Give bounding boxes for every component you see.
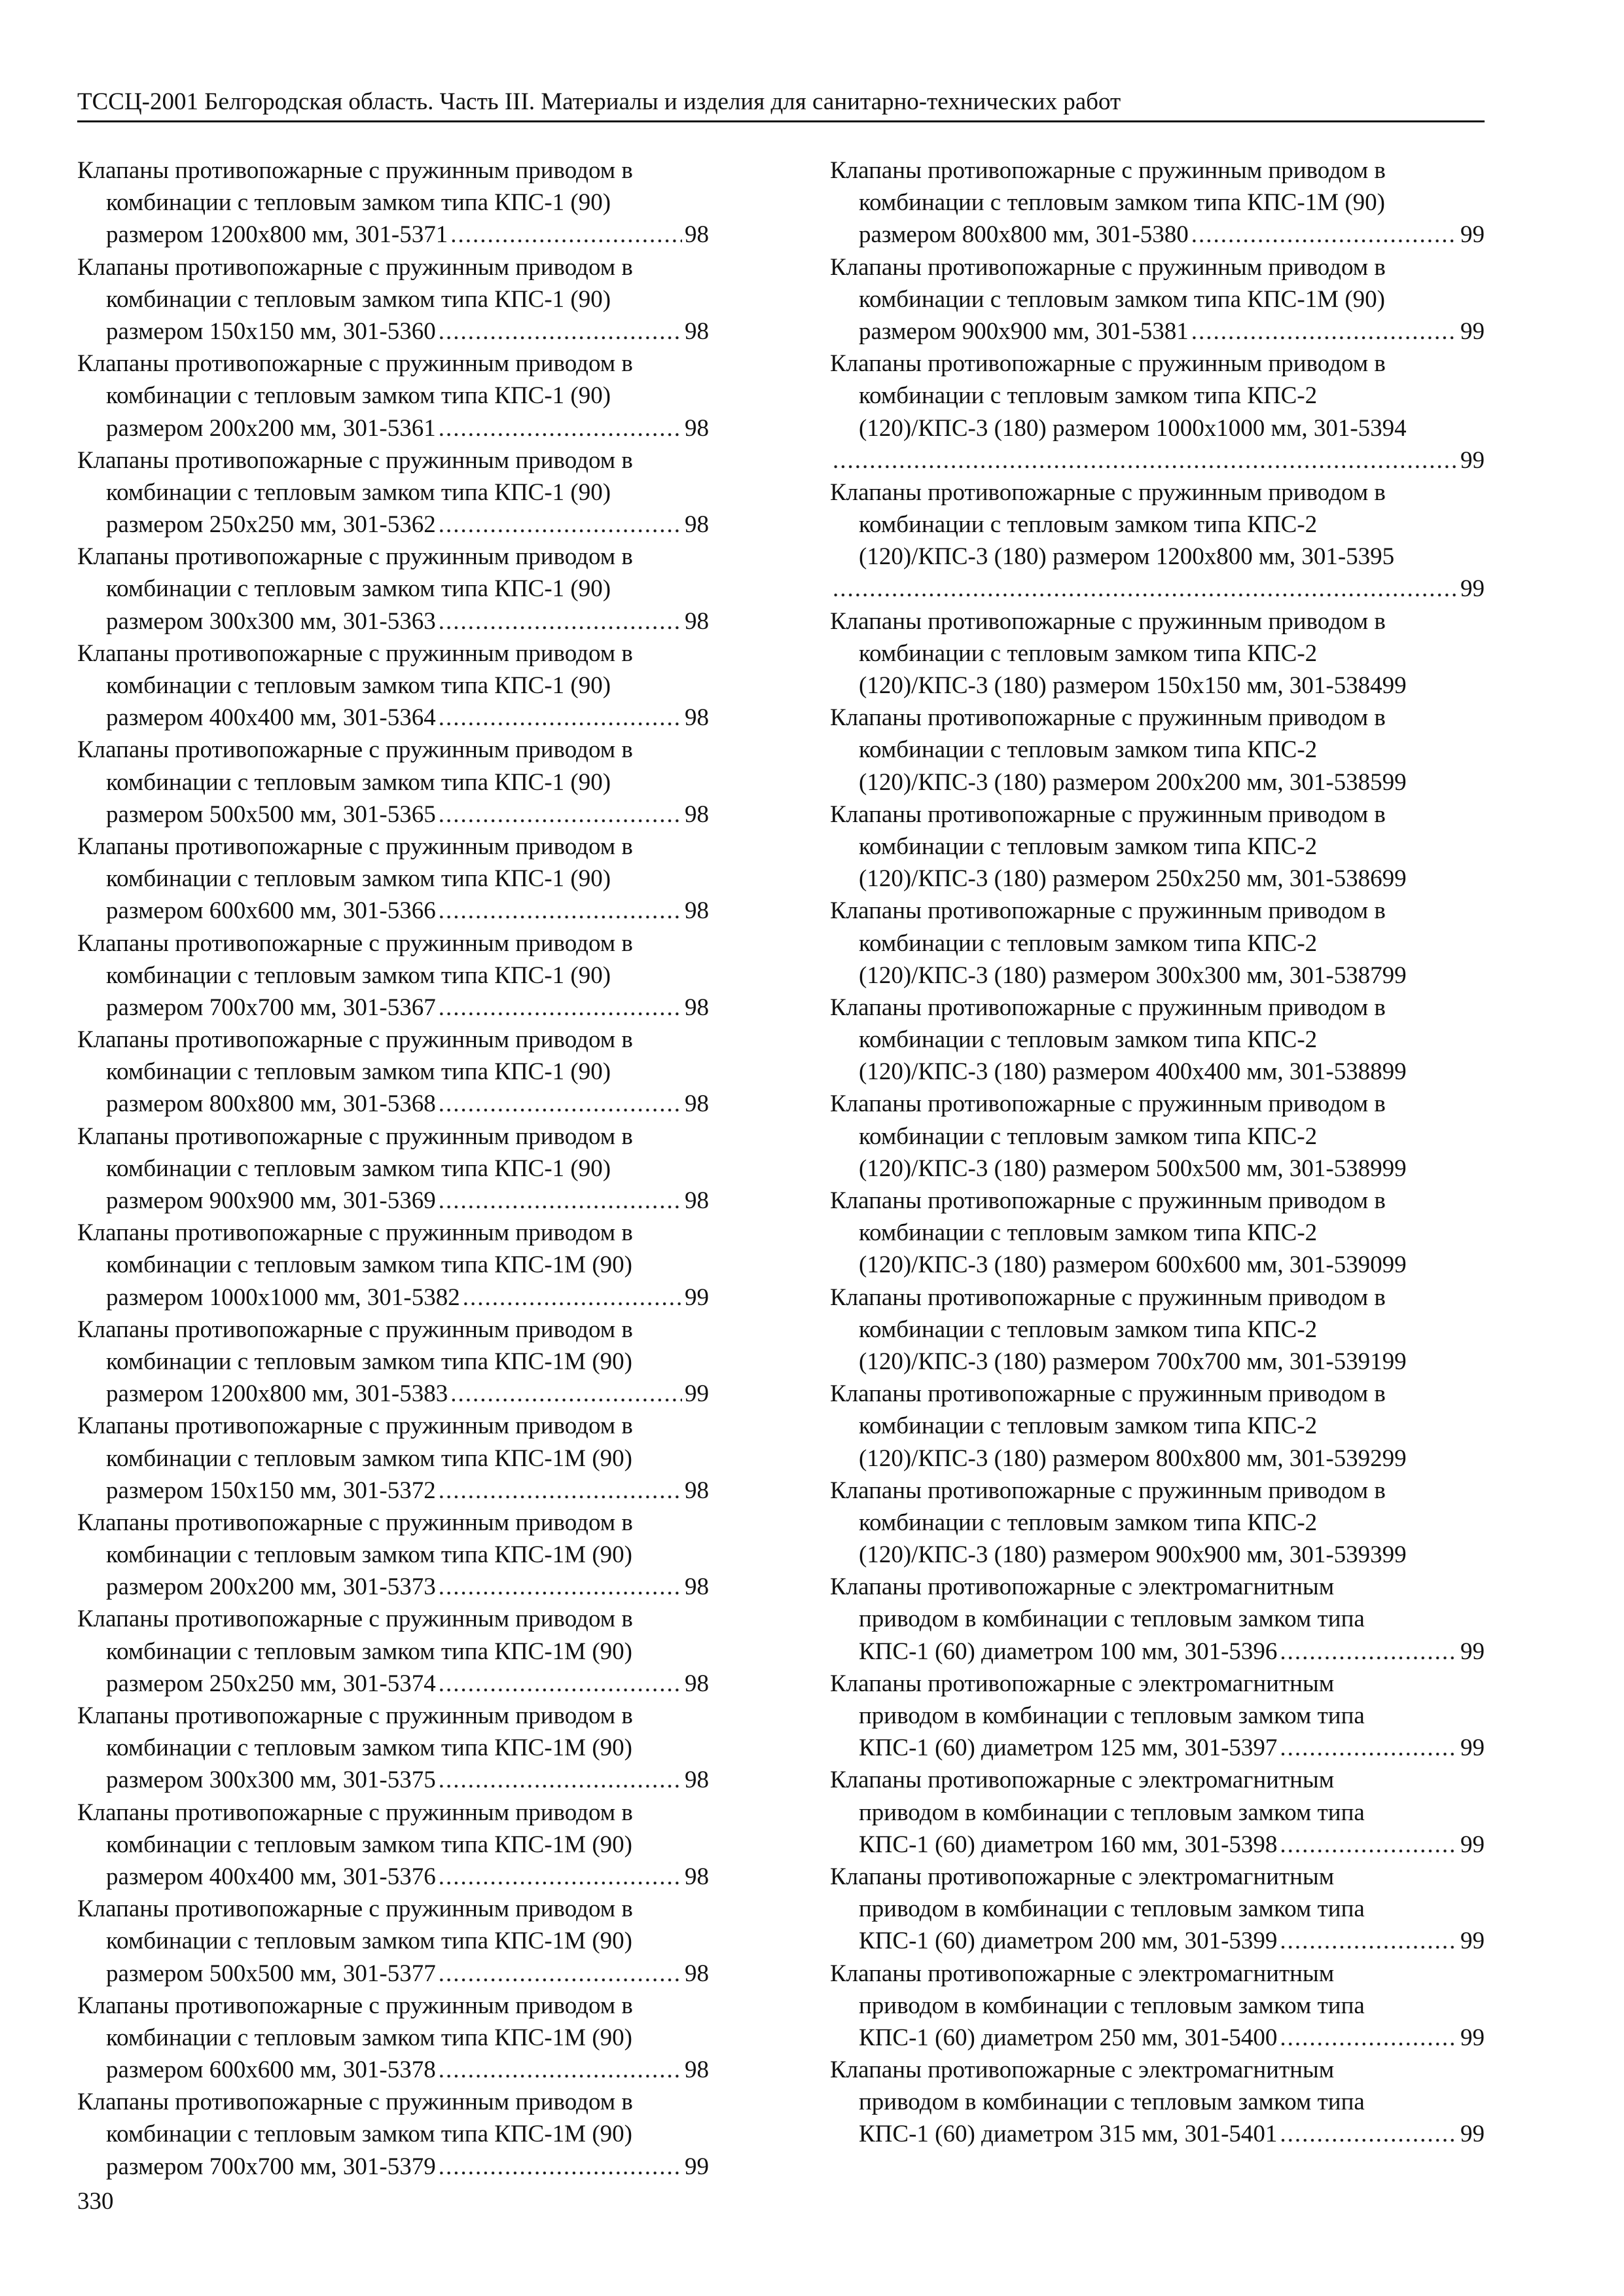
entry-line: комбинации с тепловым замком типа КПС-1М (90) <box>106 1831 632 1858</box>
entry-last-line <box>77 219 709 251</box>
entry-line: Клапаны противопожарные с пружинным приводом в <box>830 800 1386 828</box>
entry-last-line <box>77 315 709 348</box>
entry-line: приводом в комбинации с тепловым замком типа <box>859 1799 1365 1826</box>
entry-line: Клапаны противопожарные с пружинным приводом в <box>830 994 1386 1021</box>
entry-line: Клапаны противопожарные с пружинным приводом в <box>830 350 1386 378</box>
entry-text: КПС-1 (60) диаметром 200 мм, 301-5399 <box>859 1928 1278 1955</box>
entry-page-number: 98 <box>685 994 709 1021</box>
entry-page-number: 98 <box>685 704 709 732</box>
entry-line: Клапаны противопожарные с пружинным приводом в <box>77 1026 633 1054</box>
index-entry <box>830 605 1485 702</box>
index-entry <box>830 895 1485 992</box>
index-entry <box>830 1475 1485 1571</box>
entry-line: Клапаны противопожарные с электромагнитным <box>830 1960 1335 1987</box>
index-entry <box>77 831 709 927</box>
entry-line: комбинации с тепловым замком типа КПС-1 (90) <box>106 1058 611 1086</box>
entry-line: Клапаны противопожарные с пружинным приводом в <box>830 607 1386 635</box>
index-entry <box>830 798 1485 895</box>
entry-page-number: 98 <box>685 897 709 925</box>
entry-last-line <box>77 1282 709 1314</box>
entry-line: Клапаны противопожарные с пружинным приводом в <box>77 1799 633 1826</box>
entry-line: комбинации с тепловым замком типа КПС-1М (90) <box>106 1444 632 1472</box>
entry-line: комбинации с тепловым замком типа КПС-1 (90) <box>106 1155 611 1182</box>
dot-leader <box>450 219 682 251</box>
entry-last-line <box>77 605 709 637</box>
entry-page-number: 98 <box>685 1187 709 1214</box>
dot-leader <box>439 1475 682 1507</box>
entry-page-number: 98 <box>685 1477 709 1504</box>
entry-last-line <box>77 702 709 734</box>
entry-line: (120)/КПС-3 (180) размером 250х250 мм, 301-538699 <box>859 865 1407 893</box>
entry-line: комбинации с тепловым замком типа КПС-1М (90) <box>106 1348 632 1375</box>
entry-page-number: 99 <box>685 2153 709 2180</box>
entry-text: размером 400х400 мм, 301-5364 <box>106 704 436 732</box>
index-column-right <box>830 154 1485 2151</box>
entry-line: Клапаны противопожарные с пружинным приводом в <box>77 1316 633 1343</box>
dot-leader <box>439 412 682 444</box>
index-entry <box>830 1571 1485 1668</box>
index-entry <box>77 1507 709 1604</box>
entry-page-number: 98 <box>685 1863 709 1890</box>
entry-line: комбинации с тепловым замком типа КПС-2 <box>859 1412 1318 1440</box>
entry-line: Клапаны противопожарные с пружинным приводом в <box>77 1702 633 1729</box>
entry-line: Клапаны противопожарные с электромагнитным <box>830 2056 1335 2084</box>
entry-line: (120)/КПС-3 (180) размером 200х200 мм, 301-538599 <box>859 768 1407 796</box>
entry-text: размером 600х600 мм, 301-5378 <box>106 2056 436 2084</box>
entry-text: размером 150х150 мм, 301-5360 <box>106 317 436 345</box>
index-entry <box>77 348 709 444</box>
entry-line: Клапаны противопожарные с пружинным приводом в <box>77 253 633 281</box>
entry-line: комбинации с тепловым замком типа КПС-1М (90) <box>106 2024 632 2051</box>
entry-line: Клапаны противопожарные с пружинным приводом в <box>77 1895 633 1923</box>
index-entry <box>830 1088 1485 1185</box>
entry-last-line <box>77 412 709 444</box>
entry-line: Клапаны противопожарные с пружинным приводом в <box>77 736 633 764</box>
dot-leader <box>1280 1732 1458 1764</box>
entry-text: КПС-1 (60) диаметром 315 мм, 301-5401 <box>859 2121 1278 2148</box>
entry-line: комбинации с тепловым замком типа КПС-1 (90) <box>106 382 611 410</box>
entry-line: (120)/КПС-3 (180) размером 1200х800 мм, 301-5395 <box>859 543 1395 571</box>
entry-line: (120)/КПС-3 (180) размером 400х400 мм, 301-538899 <box>859 1058 1407 1086</box>
dot-leader <box>833 444 1458 476</box>
dot-leader <box>439 702 682 734</box>
dot-leader <box>439 2054 682 2086</box>
entry-last-line <box>77 1185 709 1217</box>
dot-leader <box>439 798 682 831</box>
entry-text: размером 700х700 мм, 301-5367 <box>106 994 436 1021</box>
entry-line: приводом в комбинации с тепловым замком типа <box>859 1992 1365 2019</box>
entry-page-number: 99 <box>1460 1638 1485 1665</box>
dot-leader <box>439 1861 682 1893</box>
index-entry <box>830 1764 1485 1861</box>
entry-line: комбинации с тепловым замком типа КПС-1М (90) <box>106 1541 632 1569</box>
entry-last-line <box>77 1571 709 1603</box>
entry-page-number: 98 <box>685 221 709 249</box>
index-entry <box>77 1797 709 1893</box>
entry-line: комбинации с тепловым замком типа КПС-1 (90) <box>106 865 611 893</box>
index-entry <box>77 1990 709 2087</box>
entry-line: комбинации с тепловым замком типа КПС-1М (90) <box>106 1734 632 1762</box>
index-entry <box>830 154 1485 251</box>
entry-page-number: 98 <box>685 414 709 442</box>
index-entry <box>830 2054 1485 2151</box>
dot-leader <box>833 573 1458 605</box>
entry-line: Клапаны противопожарные с пружинным приводом в <box>77 543 633 571</box>
dot-leader <box>1280 1925 1458 1957</box>
entry-line: Клапаны противопожарные с пружинным приводом в <box>830 1380 1386 1408</box>
index-entry <box>830 992 1485 1088</box>
entry-line: приводом в комбинации с тепловым замком типа <box>859 1895 1365 1923</box>
entry-line: Клапаны противопожарные с пружинным приводом в <box>77 1605 633 1633</box>
entry-line: Клапаны противопожарные с пружинным приводом в <box>77 929 633 957</box>
entry-text: КПС-1 (60) диаметром 250 мм, 301-5400 <box>859 2024 1278 2051</box>
entry-page-number: 99 <box>685 1380 709 1408</box>
entry-text: размером 900х900 мм, 301-5381 <box>859 317 1189 345</box>
entry-text: размером 800х800 мм, 301-5368 <box>106 1090 436 1118</box>
entry-line: Клапаны противопожарные с пружинным приводом в <box>77 1412 633 1440</box>
entry-last-line <box>77 1861 709 1893</box>
entry-text: КПС-1 (60) диаметром 100 мм, 301-5396 <box>859 1638 1278 1665</box>
entry-line: комбинации с тепловым замком типа КПС-1М (90) <box>106 1638 632 1665</box>
index-entry <box>830 1668 1485 1765</box>
entry-line: Клапаны противопожарные с пружинным приводом в <box>77 1122 633 1150</box>
entry-page-number: 98 <box>685 2056 709 2084</box>
entry-line: комбинации с тепловым замком типа КПС-2 <box>859 736 1318 764</box>
entry-last-line <box>830 315 1485 348</box>
entry-line: комбинации с тепловым замком типа КПС-1 (90) <box>106 189 611 217</box>
entry-line: Клапаны противопожарные с пружинным приводом в <box>830 1187 1386 1214</box>
dot-leader <box>450 1378 682 1410</box>
entry-line: Клапаны противопожарные с пружинным приводом в <box>830 253 1386 281</box>
entry-line: (120)/КПС-3 (180) размером 1000х1000 мм, 301-5394 <box>859 414 1407 442</box>
dot-leader <box>439 895 682 927</box>
dot-leader <box>439 1668 682 1700</box>
dot-leader <box>1280 2022 1458 2054</box>
entry-page-number: 99 <box>1460 1928 1485 1955</box>
entry-line: (120)/КПС-3 (180) размером 800х800 мм, 301-539299 <box>859 1444 1407 1472</box>
entry-page-number: 99 <box>1460 221 1485 249</box>
entry-page-number: 98 <box>685 1090 709 1118</box>
entry-line: комбинации с тепловым замком типа КПС-2 <box>859 1026 1318 1054</box>
entry-line: Клапаны противопожарные с электромагнитным <box>830 1767 1335 1794</box>
dot-leader <box>1191 219 1458 251</box>
entry-last-line <box>830 1732 1485 1764</box>
entry-line: комбинации с тепловым замком типа КПС-2 <box>859 639 1318 667</box>
entry-page-number: 98 <box>685 317 709 345</box>
entry-line: Клапаны противопожарные с пружинным приводом в <box>830 1090 1386 1118</box>
index-entry <box>77 1603 709 1700</box>
entry-last-line <box>830 1636 1485 1668</box>
entry-last-line <box>77 1088 709 1120</box>
entry-line: Клапаны противопожарные с пружинным приводом в <box>77 639 633 667</box>
entry-last-line <box>77 1958 709 1990</box>
entry-last-line <box>77 1475 709 1507</box>
entry-text: размером 250х250 мм, 301-5362 <box>106 511 436 539</box>
entry-text: КПС-1 (60) диаметром 125 мм, 301-5397 <box>859 1734 1278 1762</box>
dot-leader <box>439 1958 682 1990</box>
entry-line: Клапаны противопожарные с пружинным приводом в <box>830 704 1386 732</box>
index-entry <box>830 348 1485 476</box>
index-entry <box>77 1121 709 1217</box>
entry-line: комбинации с тепловым замком типа КПС-2 <box>859 1316 1318 1343</box>
index-entry <box>77 1893 709 1990</box>
entry-line: Клапаны противопожарные с пружинным приводом в <box>77 446 633 474</box>
entry-line: Клапаны противопожарные с пружинным приводом в <box>830 1477 1386 1504</box>
entry-last-line <box>830 2022 1485 2054</box>
dot-leader <box>439 992 682 1024</box>
entry-text: размером 400х400 мм, 301-5376 <box>106 1863 436 1890</box>
dot-leader <box>439 1185 682 1217</box>
index-entry <box>77 1024 709 1121</box>
dot-leader <box>1280 2118 1458 2150</box>
entry-last-line <box>77 2151 709 2183</box>
entry-page-number: 98 <box>685 511 709 539</box>
entry-text: размером 600х600 мм, 301-5366 <box>106 897 436 925</box>
entry-page-number: 99 <box>1460 446 1485 474</box>
entry-page-number: 99 <box>1460 2121 1485 2148</box>
entry-line: (120)/КПС-3 (180) размером 150х150 мм, 301-538499 <box>859 672 1407 699</box>
index-entry <box>77 927 709 1024</box>
entry-text: КПС-1 (60) диаметром 160 мм, 301-5398 <box>859 1831 1278 1858</box>
entry-page-number: 98 <box>685 1573 709 1601</box>
index-entry <box>830 1861 1485 1958</box>
entry-page-number: 98 <box>685 1670 709 1697</box>
dot-leader <box>439 1764 682 1796</box>
entry-line: комбинации с тепловым замком типа КПС-1 (90) <box>106 478 611 506</box>
entry-page-number: 99 <box>1460 317 1485 345</box>
entry-line: Клапаны противопожарные с пружинным приводом в <box>77 350 633 378</box>
index-entry <box>77 444 709 541</box>
index-entry <box>77 541 709 637</box>
entry-line: комбинации с тепловым замком типа КПС-2 <box>859 1122 1318 1150</box>
entry-line: приводом в комбинации с тепловым замком типа <box>859 1702 1365 1729</box>
entry-line: Клапаны противопожарные с электромагнитным <box>830 1670 1335 1697</box>
entry-line: комбинации с тепловым замком типа КПС-1М (90) <box>106 1251 632 1279</box>
index-entry <box>830 1378 1485 1475</box>
entry-line: комбинации с тепловым замком типа КПС-1 (90) <box>106 961 611 989</box>
entry-line: (120)/КПС-3 (180) размером 600х600 мм, 301-539099 <box>859 1251 1407 1279</box>
entry-text: размером 900х900 мм, 301-5369 <box>106 1187 436 1214</box>
dot-leader <box>439 509 682 541</box>
dot-leader <box>463 1282 682 1314</box>
entry-line: Клапаны противопожарные с пружинным приводом в <box>77 833 633 860</box>
entry-line: комбинации с тепловым замком типа КПС-2 <box>859 1219 1318 1247</box>
entry-line: комбинации с тепловым замком типа КПС-1 (90) <box>106 768 611 796</box>
index-entry <box>830 1282 1485 1378</box>
entry-last-line <box>77 2054 709 2086</box>
entry-last-line <box>77 992 709 1024</box>
entry-last-line <box>77 509 709 541</box>
entry-line: (120)/КПС-3 (180) размером 700х700 мм, 301-539199 <box>859 1348 1407 1375</box>
entry-line: приводом в комбинации с тепловым замком типа <box>859 1605 1365 1633</box>
entry-line: приводом в комбинации с тепловым замком типа <box>859 2089 1365 2116</box>
entry-text: размером 500х500 мм, 301-5365 <box>106 800 436 828</box>
entry-last-line <box>830 2118 1485 2150</box>
index-column-left <box>77 154 709 2183</box>
entry-page-number: 99 <box>685 1283 709 1311</box>
entry-text: размером 150х150 мм, 301-5372 <box>106 1477 436 1504</box>
entry-text: размером 1000х1000 мм, 301-5382 <box>106 1283 460 1311</box>
entry-page-number: 99 <box>1460 1734 1485 1762</box>
entry-line: Клапаны противопожарные с пружинным приводом в <box>77 2089 633 2116</box>
index-entry <box>77 2086 709 2183</box>
entry-last-line <box>77 1764 709 1796</box>
entry-line: комбинации с тепловым замком типа КПС-2 <box>859 1509 1318 1536</box>
entry-page-number: 98 <box>685 1767 709 1794</box>
entry-text: размером 200х200 мм, 301-5373 <box>106 1573 436 1601</box>
entry-text: размером 500х500 мм, 301-5377 <box>106 1960 436 1987</box>
index-entry <box>830 1185 1485 1282</box>
entry-text: размером 200х200 мм, 301-5361 <box>106 414 436 442</box>
entry-last-line <box>77 895 709 927</box>
entry-last-line <box>830 573 1485 605</box>
running-header: ТССЦ-2001 Белгородская область. Часть III. Материалы и изделия для санитарно-технических работ <box>77 88 1121 115</box>
index-entry <box>77 734 709 831</box>
index-entry <box>77 637 709 734</box>
entry-line: (120)/КПС-3 (180) размером 300х300 мм, 301-538799 <box>859 961 1407 989</box>
entry-line: Клапаны противопожарные с электромагнитным <box>830 1863 1335 1890</box>
index-entry <box>77 1410 709 1507</box>
entry-page-number: 99 <box>1460 2024 1485 2051</box>
entry-last-line <box>830 1925 1485 1957</box>
entry-text: размером 300х300 мм, 301-5363 <box>106 607 436 635</box>
entry-line: комбинации с тепловым замком типа КПС-2 <box>859 382 1318 410</box>
entry-line: комбинации с тепловым замком типа КПС-2 <box>859 511 1318 539</box>
entry-page-number: 98 <box>685 1960 709 1987</box>
entry-line: комбинации с тепловым замком типа КПС-1М (90) <box>106 1928 632 1955</box>
entry-line: Клапаны противопожарные с пружинным приводом в <box>77 1992 633 2019</box>
index-entry <box>77 1700 709 1797</box>
index-entry <box>830 702 1485 798</box>
entry-line: Клапаны противопожарные с пружинным приводом в <box>77 1509 633 1536</box>
entry-page-number: 99 <box>1460 575 1485 603</box>
entry-text: размером 1200х800 мм, 301-5383 <box>106 1380 448 1408</box>
entry-line: комбинации с тепловым замком типа КПС-1 (90) <box>106 575 611 603</box>
entry-line: Клапаны противопожарные с пружинным приводом в <box>830 157 1386 184</box>
entry-line: комбинации с тепловым замком типа КПС-2 <box>859 929 1318 957</box>
dot-leader <box>1280 1636 1458 1668</box>
dot-leader <box>439 605 682 637</box>
index-entry <box>77 154 709 251</box>
dot-leader <box>439 2151 682 2183</box>
entry-line: (120)/КПС-3 (180) размером 500х500 мм, 301-538999 <box>859 1155 1407 1182</box>
entry-text: размером 700х700 мм, 301-5379 <box>106 2153 436 2180</box>
entry-text: размером 250х250 мм, 301-5374 <box>106 1670 436 1697</box>
entry-line: Клапаны противопожарные с пружинным приводом в <box>830 478 1386 506</box>
entry-page-number: 98 <box>685 800 709 828</box>
entry-last-line <box>830 1829 1485 1861</box>
index-entry <box>77 1217 709 1314</box>
entry-last-line <box>77 798 709 831</box>
entry-line: (120)/КПС-3 (180) размером 900х900 мм, 301-539399 <box>859 1541 1407 1569</box>
entry-page-number: 99 <box>1460 1831 1485 1858</box>
page-number: 330 <box>77 2188 114 2215</box>
dot-leader <box>439 1088 682 1120</box>
dot-leader <box>439 315 682 348</box>
entry-last-line <box>77 1378 709 1410</box>
entry-line: Клапаны противопожарные с пружинным приводом в <box>77 157 633 184</box>
index-entry <box>830 476 1485 605</box>
entry-last-line <box>830 444 1485 476</box>
index-entry <box>830 1958 1485 2054</box>
entry-text: размером 300х300 мм, 301-5375 <box>106 1767 436 1794</box>
index-entry <box>77 1314 709 1410</box>
entry-line: Клапаны противопожарные с пружинным приводом в <box>830 1283 1386 1311</box>
header-rule <box>77 120 1485 122</box>
entry-page-number: 98 <box>685 607 709 635</box>
entry-line: комбинации с тепловым замком типа КПС-1М (90) <box>106 2121 632 2148</box>
entry-line: Клапаны противопожарные с пружинным приводом в <box>830 897 1386 925</box>
entry-line: комбинации с тепловым замком типа КПС-1М (90) <box>859 285 1385 313</box>
dot-leader <box>1191 315 1458 348</box>
entry-line: Клапаны противопожарные с пружинным приводом в <box>77 1219 633 1247</box>
dot-leader <box>1280 1829 1458 1861</box>
index-entry <box>830 251 1485 348</box>
entry-text: размером 800х800 мм, 301-5380 <box>859 221 1189 249</box>
entry-line: комбинации с тепловым замком типа КПС-1 (90) <box>106 285 611 313</box>
entry-text: размером 1200х800 мм, 301-5371 <box>106 221 448 249</box>
index-entry <box>77 251 709 348</box>
entry-line: комбинации с тепловым замком типа КПС-1М (90) <box>859 189 1385 217</box>
entry-line: Клапаны противопожарные с электромагнитным <box>830 1573 1335 1601</box>
entry-line: комбинации с тепловым замком типа КПС-1 (90) <box>106 672 611 699</box>
entry-last-line <box>830 219 1485 251</box>
dot-leader <box>439 1571 682 1603</box>
entry-last-line <box>77 1668 709 1700</box>
entry-line: комбинации с тепловым замком типа КПС-2 <box>859 833 1318 860</box>
